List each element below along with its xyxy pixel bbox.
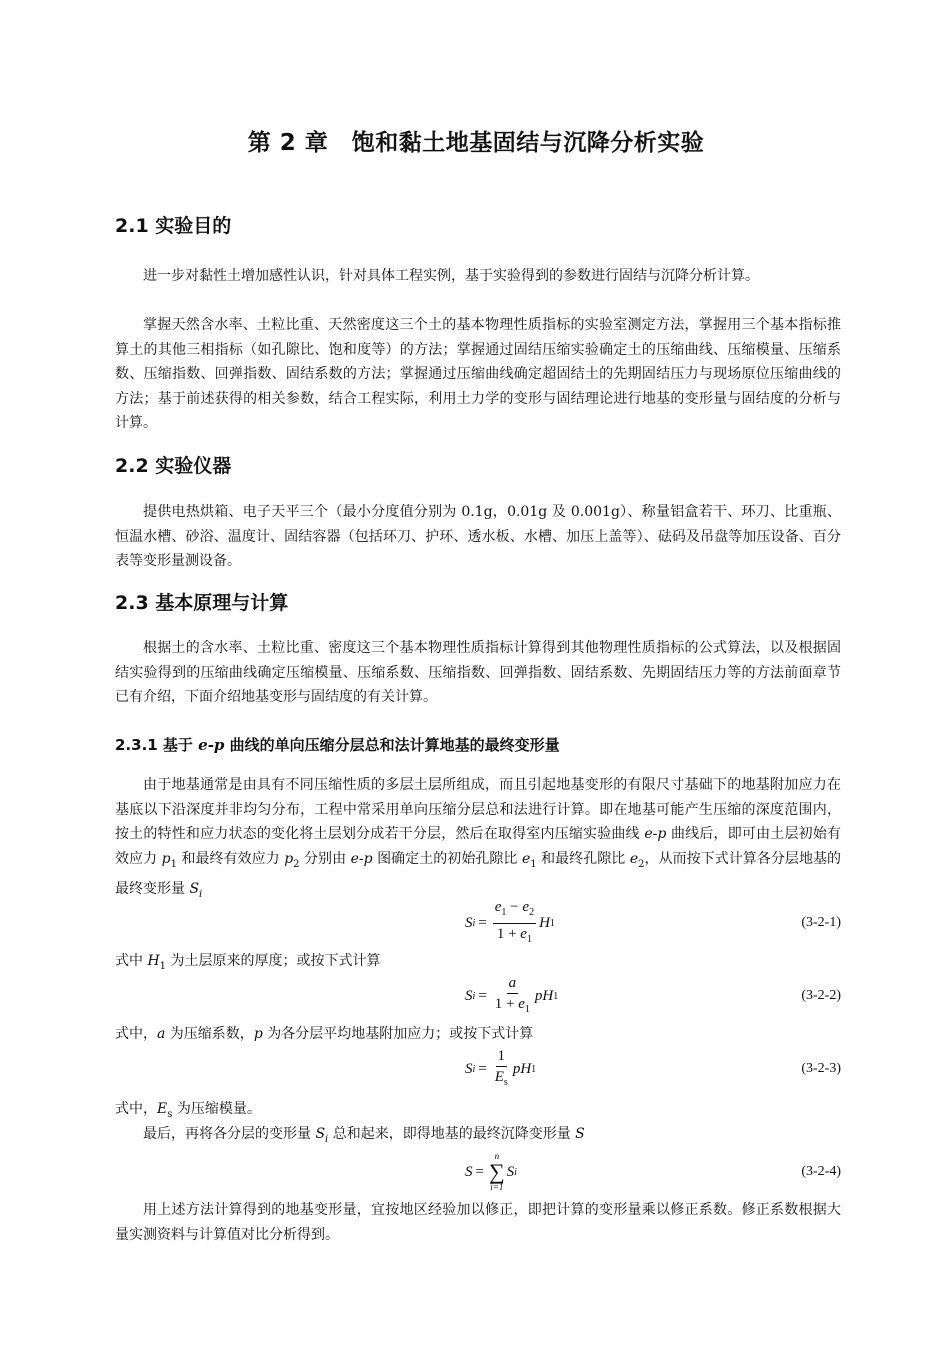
formula-3-2-4: S = n ∑ i=1 S i (465, 1151, 517, 1192)
section-heading-2-3: 2.3 基本原理与计算 (115, 592, 289, 614)
text-run: 和最终有效应力 (176, 850, 285, 867)
symbol-e1: e (521, 850, 531, 867)
text-run: 最后，再将各分层的变形量 (143, 1126, 316, 1142)
formula-3-2-3: S i = $\frac{1}{E_s}$ pH 1 (465, 1047, 537, 1088)
paragraph-2-3-1-method: 由于地基通常是由具有不同压缩性质的多层土层所组成，而且引起地基变形的有限尺寸基础下的地基附加应力在基底以下沿深度并非均匀分布，工程中常采用单向压缩分层总和法进行计算。即在地基可能产生压缩的深度范围内，按土的特性和应力状态的变化将土层划分成若干分层，然后在取得室内压缩实验曲线 e-p 曲线后，即可由土层初始有效应力 $p_1$ 和最终有效应力 $p_2$ 分别由 e-p 图确定土的初始孔隙比 $e_1$ 和最终孔隙比 $e_2$，从而按下式计算各分层地基的最终变形量 $S_i$ (115, 777, 842, 900)
text-run: 由于地基通常是由具有不同压缩性质的多层土层所组成，而且引起地基变形的有限尺寸基础下的地基附加应力在基底以下沿深度并非均匀分布，工程中常采用单向压缩分层总和法进行计算。即在地基可能产生压缩的深度范围内，按土的特性和应力状态的变化将土层划分成若干分层，然后在取得室内压缩实验曲线 (115, 777, 841, 842)
text-run: 为压缩系数， (165, 1026, 254, 1042)
symbol-Si: S (189, 880, 200, 897)
equation-3-2-3 (115, 1045, 841, 1093)
symbol-e2: e (629, 850, 639, 867)
equation-3-2-2 (115, 972, 841, 1020)
equation-number: (3-2-2) (801, 988, 841, 1003)
formula-3-2-2: S i = $\frac{a}{1 + e_1}$ pH 1 (465, 974, 559, 1015)
equation-number: (3-2-1) (801, 915, 841, 930)
text-run: 为各分层平均地基附加应力；或按下式计算 (262, 1026, 534, 1042)
paragraph-2-2-instruments: 提供电热烘箱、电子天平三个（最小分度值分别为 0.1g，0.01g 及 0.001g）、称量铝盒若干、环刀、比重瓶、恒温水槽、砂浴、温度计、固结容器（包括环刀、护环、透水板、水槽、加压上盖等）、砝码及吊盘等加压设备、百分表等变形量测设备。 (115, 504, 841, 569)
equation-number: (3-2-4) (801, 1164, 841, 1179)
text-run: 分别由 (299, 850, 351, 867)
chapter-title: 第 2 章 饱和黏土地基固结与沉降分析实验 (247, 130, 705, 156)
symbol-ep: e-p (644, 826, 667, 842)
symbol-p1: p (161, 850, 171, 867)
text-run: 式中， (115, 1101, 157, 1117)
formula-3-2-1: S i = $\frac{e_1 - e_2}{1 + e_1}$ H 1 (465, 898, 555, 945)
summation-intro: 最后，再将各分层的变形量 $S_i$ 总和起来，即得地基的最终沉降变形量 S (143, 1126, 585, 1145)
symbol-p2: p (284, 850, 294, 867)
text-run: 为压缩模量。 (172, 1101, 261, 1117)
equation-note-3-2-3: 式中，$E_s$ 为压缩模量。 (115, 1101, 261, 1120)
equation-3-2-4 (115, 1148, 841, 1196)
heading-prefix: 2.3.1 基于 (115, 736, 199, 754)
equation-number: (3-2-3) (801, 1061, 841, 1076)
symbol-ep: e-p (350, 850, 373, 867)
paragraph-2-1-objectives: 掌握天然含水率、土粒比重、天然密度这三个土的基本物理性质指标的实验室测定方法，掌握用三个基本指标推算土的其他三相指标（如孔隙比、饱和度等）的方法；掌握通过固结压缩实验确定土的压缩曲线、压缩模量、压缩系数、压缩指数、回弹指数、固结系数的方法；掌握通过压缩曲线确定超固结土的先期固结压力与现场原位压缩曲线的方法；基于前述获得的相关参数，结合工程实际，利用土力学的变形与固结理论进行地基的变形量与固结度的分析与计算。 (115, 317, 841, 431)
paragraph-2-3-principles: 根据土的含水率、土粒比重、密度这三个基本物理性质指标计算得到其他物理性质指标的公式算法，以及根据固结实验得到的压缩曲线确定压缩模量、压缩系数、压缩指数、回弹指数、固结系数、先期固结压力等的方法前面章节已有介绍，下面介绍地基变形与固结度的有关计算。 (115, 640, 841, 705)
text-run: 为土层原来的厚度；或按下式计算 (166, 953, 381, 969)
text-run: 图确定土的初始孔隙比 (372, 850, 522, 867)
text-run: 总和起来，即得地基的最终沉降变形量 (328, 1126, 576, 1142)
equation-note-3-2-1: 式中 $H_1$ 为土层原来的厚度；或按下式计算 (115, 953, 381, 972)
text-run: 式中 (115, 953, 148, 969)
text-run: 曲线后，即可由土层初始有效应力 (115, 826, 841, 867)
equation-3-2-1 (115, 899, 841, 947)
section-heading-2-3-1 (115, 734, 560, 755)
paragraph-correction: 用上述方法计算得到的地基变形量，宜按地区经验加以修正，即把计算的变形量乘以修正系数。修正系数根据大量实测资料与计算值对比分析得到。 (115, 1202, 841, 1243)
text-run: 式中， (115, 1026, 157, 1042)
text-run: 和最终孔隙比 (536, 850, 630, 867)
equation-note-3-2-2: 式中，a 为压缩系数，p 为各分层平均地基附加应力；或按下式计算 (115, 1026, 534, 1042)
heading-ep: e-p (198, 736, 225, 754)
paragraph-2-1-purpose: 进一步对黏性土增加感性认识，针对具体工程实例，基于实验得到的参数进行固结与沉降分析计算。 (143, 268, 759, 284)
section-heading-2-1: 2.1 实验目的 (115, 215, 232, 237)
text-run: ，从而按下式计算各分层地基的最终变形量 (115, 850, 842, 897)
section-heading-2-2: 2.2 实验仪器 (115, 455, 232, 477)
heading-suffix: 曲线的单向压缩分层总和法计算地基的最终变形量 (224, 736, 560, 754)
